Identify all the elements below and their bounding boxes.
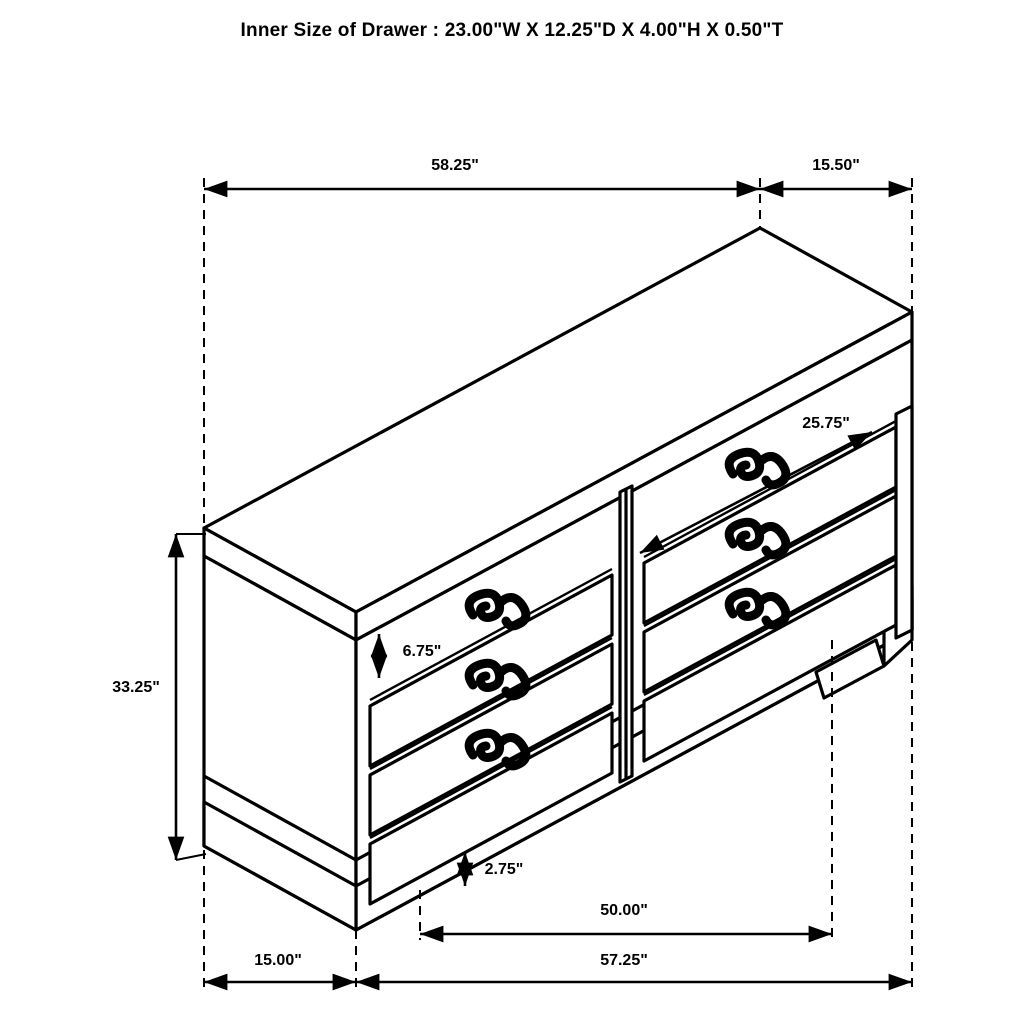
dim-label-overall-height: 33.25" (112, 679, 160, 696)
dim-label-overall-width: 57.25" (600, 952, 648, 969)
dim-label-top-width: 58.25" (431, 157, 479, 174)
dim-label-front-span: 50.00" (600, 902, 648, 919)
dim-label-top-depth: 15.50" (812, 157, 860, 174)
dim-label-drawer-depth: 25.75" (802, 415, 850, 432)
dresser-right-stile (896, 406, 912, 638)
page-title: Inner Size of Drawer : 23.00"W X 12.25"D X 4.00"H X 0.50"T (240, 20, 784, 41)
dim-label-base-height: 2.75" (484, 861, 524, 878)
ext-height-bottom (176, 854, 206, 860)
dim-label-side-depth: 15.00" (254, 952, 302, 969)
dim-label-drawer-height: 6.75" (402, 643, 442, 660)
dresser-illustration (204, 228, 912, 930)
